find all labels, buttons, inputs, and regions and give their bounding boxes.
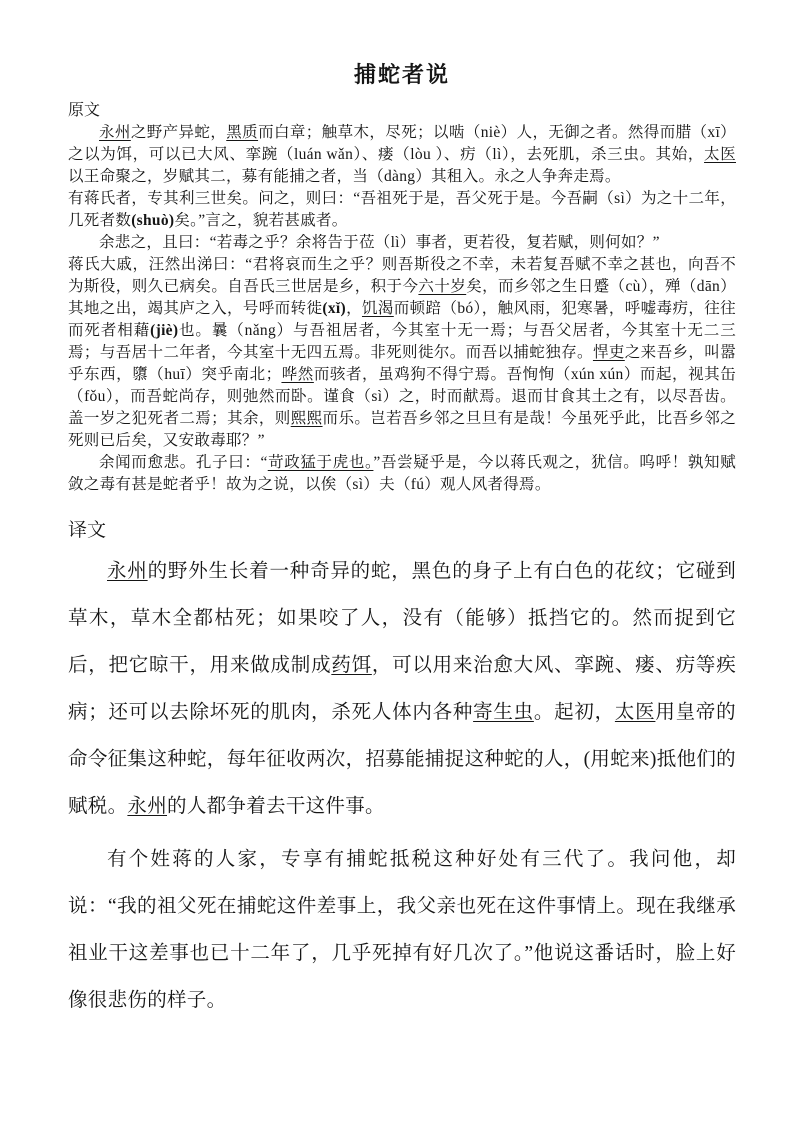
paragraph — [68, 232, 736, 254]
text-segment: (shuò) — [131, 212, 175, 229]
underlined-term: 苛政猛于虎也。 — [267, 454, 374, 471]
text-segment: 余悲之，且曰：“若毒之乎？余将告于莅（lì）事者，更若役，复若赋，则何如？” — [99, 234, 660, 251]
text-segment: 有蒋氏者，专其利三世矣。问之，则曰：“吾祖死于是，吾父死于是。今吾嗣（sì）为之十二年，几死者数 — [68, 190, 736, 229]
underlined-term: 药饵 — [331, 655, 372, 676]
text-segment: ， — [345, 300, 362, 317]
underlined-term: 太医 — [614, 702, 656, 723]
text-segment: 余闻而愈悲。孔子曰：“ — [99, 454, 268, 471]
underlined-term: 哗然 — [281, 366, 314, 383]
text-segment: 。起初， — [533, 702, 615, 723]
paragraph — [68, 836, 736, 1024]
text-segment: 而乐。岂若吾乡邻之旦旦有是哉！今虽死乎此，比吾乡邻之死则已后矣，又安敢毒耶？” — [68, 410, 737, 449]
paragraph — [68, 188, 736, 232]
paragraph — [68, 254, 736, 452]
translation-paragraphs — [68, 548, 736, 1024]
text-segment: 矣，而乡邻之生日蹙（cù），殚（dān）其地之出，竭其庐之入，号呼而转徙 — [68, 278, 737, 317]
translation-section — [68, 518, 736, 1024]
text-segment: 的野外生长着一种奇异的蛇，黑色的身子上有白色的花纹；它碰到草木，草木全都枯死；如果咬了人，没有（能够）抵挡它的。然而捉到它后，把它晾干，用来做成制成 — [68, 561, 737, 676]
underlined-term: 太医 — [704, 146, 736, 163]
translation-section-label: 译文 — [68, 520, 107, 541]
paragraph — [68, 548, 736, 830]
text-segment: 也。曩（nǎng）与吾祖居者，今其室十无一焉；与吾父居者，今其室十无二三焉；与吾居十二年者，今其室十无四五焉。非死则徙尔。而吾以捕蛇独存。 — [68, 322, 736, 361]
text-segment: 矣。”言之，貌若甚戚者。 — [174, 212, 348, 229]
underlined-term: 熙熙 — [290, 410, 323, 427]
text-segment: 之来吾乡，叫嚣乎东西，隳（huī）突乎南北； — [68, 344, 737, 383]
underlined-term: 永州 — [107, 561, 148, 582]
text-segment: ”吾尝疑乎是，今以蒋氏观之，犹信。呜呼！孰知赋敛之毒有甚是蛇者乎！故为之说，以俟（sì）夫（fú）观人风者得焉。 — [68, 454, 736, 493]
text-segment: 之野产异蛇， — [130, 124, 227, 141]
paragraph — [68, 122, 736, 188]
original-paragraphs — [68, 122, 736, 496]
underlined-term: 饥渴 — [361, 300, 394, 317]
text-segment: 而骇者，虽鸡狗不得宁焉。吾恂恂（xún xún）而起，视其缶（fǒu），而吾蛇尚存，则弛然而卧。谨食（sì）之，时而献焉。退而甘食其土之有，以尽吾齿。盖一岁之犯死者二焉；其余，则 — [68, 366, 736, 427]
text-segment: 而顿踣（bó），触风雨，犯寒暑，呼嘘毒疠，往往而死者相藉 — [68, 300, 736, 339]
underlined-term: 永州 — [99, 124, 131, 141]
text-segment: (jiè) — [150, 322, 179, 339]
document-title: 捕蛇者说 — [353, 62, 450, 87]
underlined-term: 六十岁 — [418, 278, 467, 295]
text-segment: 以王命聚之，岁赋其二，募有能捕之者，当（dàng）其租入。永之人争奔走焉。 — [68, 168, 621, 185]
text-segment: 用皇帝的命令征集这种蛇，每年征收两次，招募能捕捉这种蛇的人，(用蛇来)抵他们的赋税。 — [68, 702, 736, 817]
underlined-term: 永州 — [127, 796, 168, 817]
original-section-label: 原文 — [68, 102, 101, 119]
underlined-term: 寄生虫 — [473, 702, 534, 723]
underlined-term: 悍吏 — [592, 344, 625, 361]
underlined-term: 黑质 — [226, 124, 259, 141]
original-section — [68, 100, 736, 496]
text-segment: 而白章；触草木，尽死；以啮（niè）人，无御之者。然得而腊（xī）之以为饵，可以已大风、挛踠（luán wǎn）、瘘（lòu ）、疠（lì），去死肌，杀三虫。其始， — [68, 124, 736, 163]
paragraph — [68, 452, 736, 496]
text-segment: 的人都争着去干这件事。 — [167, 796, 385, 817]
text-segment: (xǐ) — [322, 300, 346, 317]
text-segment: ，可以用来治愈大风、挛踠、瘘、疠等疾病；还可以去除坏死的肌肉，杀死人体内各种 — [68, 655, 736, 723]
text-segment: 蒋氏大戚，汪然出涕曰：“君将哀而生之乎？则吾斯役之不幸，未若复吾赋不幸之甚也，向吾不为斯役，则久已病矣。自吾氏三世居是乡，积于今 — [68, 256, 736, 295]
text-segment: 有个姓蒋的人家，专享有捕蛇抵税这种好处有三代了。我问他，却说：“我的祖父死在捕蛇这件差事上，我父亲也死在这件事情上。现在我继承祖业干这差事也已十二年了，几乎死掉有好几次了。”他说这番话时，脸上好像很悲伤的样子。 — [68, 849, 736, 1011]
